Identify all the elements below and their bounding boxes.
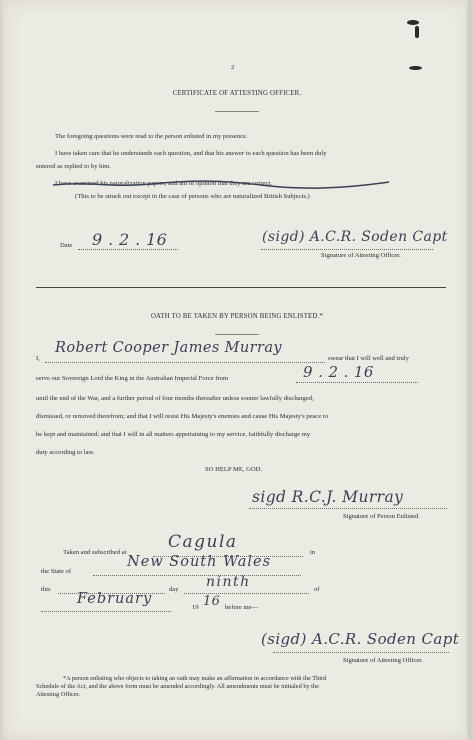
- date-label: Date: [60, 242, 73, 249]
- day-label: day: [169, 586, 179, 593]
- state-dotted-line: [93, 575, 301, 576]
- certificate-struck-text: I have examined his naturalization papers, and am of opinion that they are correct.: [55, 180, 272, 187]
- enlistment-from-date: 9 . 2 . 16: [303, 363, 374, 381]
- oath-text: until the end of the War, and a further period of four months thereafter unless sooner lawfully discharged,: [36, 395, 314, 402]
- signature-dotted-line: [261, 249, 433, 250]
- before-label: before me—: [225, 604, 259, 611]
- day-value: ninth: [206, 574, 251, 590]
- ink-blot: [407, 20, 419, 25]
- taken-label: Taken and subscribed at: [63, 549, 127, 556]
- certificate-text: I have taken care that he understands each question, and that his answer to each question has been duly: [55, 150, 327, 157]
- from-dotted-line: [296, 382, 418, 383]
- oath-name-prefix: I,: [36, 355, 40, 362]
- person-signature-dotted-line: [249, 508, 447, 509]
- state-value: New South Wales: [127, 554, 272, 570]
- signature-caption: Signature of Attesting Officer.: [321, 252, 401, 259]
- state-label: the State of: [41, 568, 72, 575]
- year-value: 16: [203, 594, 221, 609]
- strikeout-line: [51, 176, 391, 190]
- attesting-officer-signature: (sigd) A.C.R. Soden Capt: [262, 229, 448, 245]
- certificate-text: The foregoing questions were read to the person enlisted in my presence.: [55, 133, 248, 140]
- oath-text: be kept and maintained; and that I will in all matters appertaining to my service, faithfully discharge my: [36, 431, 311, 438]
- page-number: 2: [231, 64, 235, 71]
- place-of-enlistment: Cagula: [168, 532, 238, 552]
- officer-signature-caption: Signature of Attesting Officer.: [343, 657, 423, 664]
- certificate-note: (This to be struck out except in the case of persons who are naturalized British Subjects.): [75, 193, 310, 200]
- person-signature-caption: Signature of Person Enlisted.: [343, 513, 420, 520]
- ink-blot: [409, 66, 422, 70]
- section-divider: [36, 287, 446, 288]
- footnote-text: *A person enlisting who objects to taking an oath may make an affirmation in accordance with the Third: [63, 675, 327, 682]
- ink-blot: [415, 26, 419, 38]
- enlistee-name: Robert Cooper James Murray: [55, 340, 282, 356]
- footnote-text: Attesting Officer.: [36, 691, 80, 698]
- in-label: in: [310, 549, 316, 556]
- name-dotted-line: [45, 362, 325, 363]
- enlistee-signature: sigd R.C.J. Murray: [252, 488, 404, 506]
- oath-heading: OATH TO BE TAKEN BY PERSON BEING ENLISTED.*: [150, 313, 324, 320]
- oath-closing: SO HELP ME, GOD.: [205, 466, 263, 473]
- heading-underline: [215, 334, 259, 335]
- month-dotted-line: [41, 611, 171, 612]
- oath-text: dismissed, or removed therefrom; and that I will resist His Majesty's enemies and cause His Majesty's peace to: [36, 413, 329, 420]
- year-prefix: 19: [192, 604, 199, 611]
- oath-text: swear that I will well and truly: [328, 355, 409, 362]
- this-label: this: [41, 586, 51, 593]
- oath-text: duty according to law.: [36, 449, 95, 456]
- certificate-heading: CERTIFICATE OF ATTESTING OFFICER.: [172, 90, 302, 97]
- certificate-text: entered as replied to by him.: [36, 163, 112, 170]
- date-value: 9 . 2 . 16: [92, 230, 168, 249]
- page-edge: [465, 0, 471, 740]
- document-page: [3, 0, 471, 740]
- oath-text: serve our Sovereign Lord the King in the Australian Imperial Force from: [36, 375, 229, 382]
- officer-signature-dotted-line: [273, 652, 449, 653]
- heading-underline: [215, 111, 259, 112]
- date-dotted-line: [78, 249, 178, 250]
- of-label: of: [314, 586, 320, 593]
- month-value: February: [77, 591, 153, 607]
- attesting-officer-signature: (sigd) A.C.R. Soden Capt: [261, 630, 460, 648]
- footnote-text: Schedule of the Act, and the above form must be amended accordingly. All amendments must be initialed by the: [36, 683, 319, 690]
